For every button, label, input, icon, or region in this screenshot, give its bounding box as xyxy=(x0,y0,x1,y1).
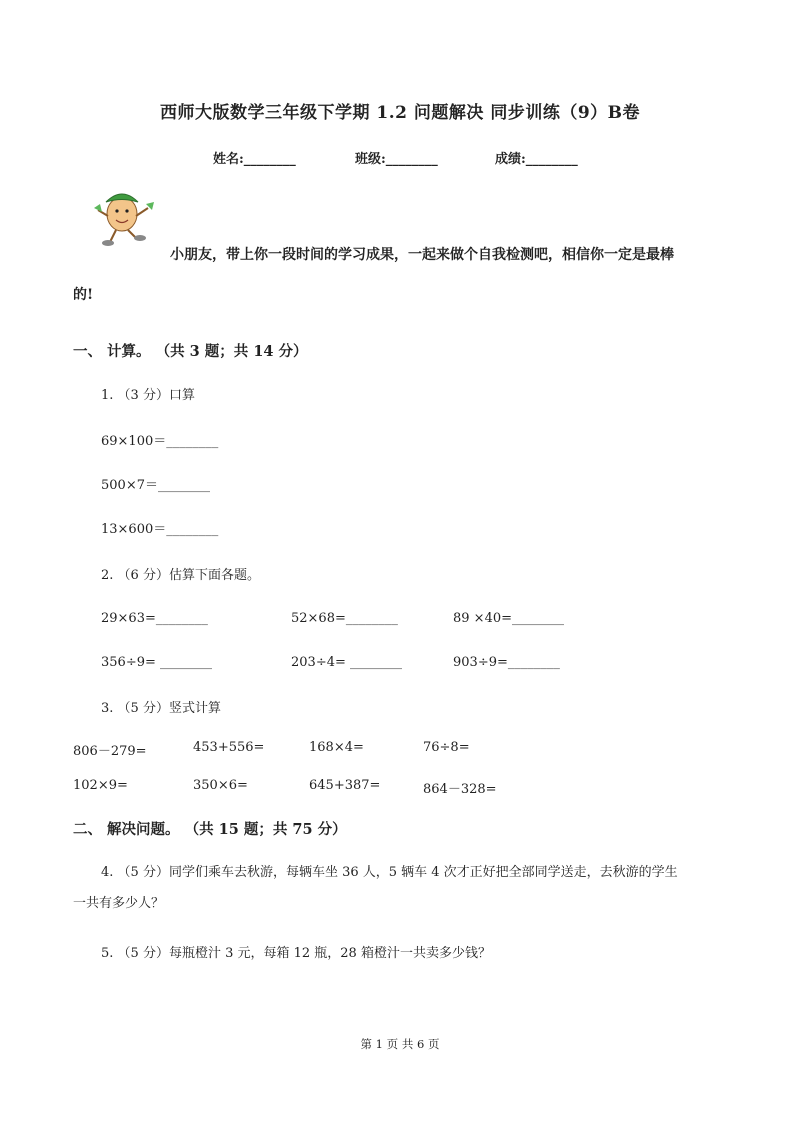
question-4-cont: 一共有多少人？ xyxy=(73,896,165,911)
q1-item-1: 69×100＝________ xyxy=(101,434,219,449)
question-2-head: 2. （6 分）估算下面各题。 xyxy=(101,568,260,583)
section1-heading: 一、 计算。 （共 3 题；共 14 分） xyxy=(73,343,308,360)
q3-item-5: 102×9= xyxy=(73,778,128,793)
class-field: 班级:________ xyxy=(355,152,438,167)
page-footer: 第 1 页 共 6 页 xyxy=(360,1037,440,1051)
q2-item-3: 89 ×40=________ xyxy=(453,611,565,626)
q2-item-2: 52×68=________ xyxy=(291,611,398,626)
q1-item-2: 500×7＝________ xyxy=(101,478,210,493)
q2-item-1: 29×63=________ xyxy=(101,611,208,626)
q2-item-6: 903÷9=________ xyxy=(453,655,560,670)
q3-item-1: 806－279= xyxy=(73,744,147,759)
question-4: 4. （5 分）同学们乘车去秋游，每辆车坐 36 人，5 辆车 4 次才正好把全部同学送走，去秋游的学生 xyxy=(101,865,678,880)
q2-item-4: 356÷9= ________ xyxy=(101,655,213,670)
question-1-head: 1. （3 分）口算 xyxy=(101,388,195,403)
q2-item-5: 203÷4= ________ xyxy=(291,655,403,670)
q3-item-8: 864－328= xyxy=(423,782,497,797)
section2-heading: 二、 解决问题。 （共 15 题；共 75 分） xyxy=(73,821,347,838)
q3-item-3: 168×4= xyxy=(309,740,364,755)
q3-item-2: 453+556= xyxy=(193,740,265,755)
question-3-head: 3. （5 分）竖式计算 xyxy=(101,701,221,716)
mascot-illustration xyxy=(92,188,162,248)
question-5: 5. （5 分）每瓶橙汁 3 元，每箱 12 瓶，28 箱橙汁一共卖多少钱？ xyxy=(101,946,491,961)
q3-item-6: 350×6= xyxy=(193,778,248,793)
q3-item-4: 76÷8= xyxy=(423,740,470,755)
page-title: 西师大版数学三年级下学期 1.2 问题解决 同步训练（9）B卷 xyxy=(159,103,641,123)
intro-text: 小朋友，带上你一段时间的学习成果，一起来做个自我检测吧，相信你一定是最棒 xyxy=(170,247,674,263)
q1-item-3: 13×600＝________ xyxy=(101,522,219,537)
score-field: 成绩:________ xyxy=(495,152,578,167)
q3-item-7: 645+387= xyxy=(309,778,381,793)
name-field: 姓名:________ xyxy=(213,152,296,167)
intro-text-cont: 的! xyxy=(73,287,94,303)
